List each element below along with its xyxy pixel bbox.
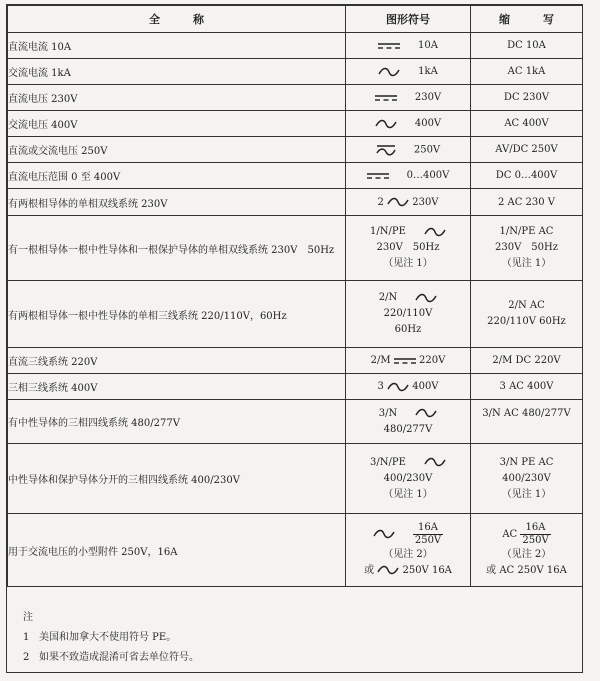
dc-line-icon	[367, 172, 389, 180]
table-row	[8, 216, 583, 281]
table-row	[8, 514, 583, 587]
row-symbol	[346, 514, 471, 587]
abbr-note: （见注 1）	[501, 258, 552, 269]
row-symbol	[346, 137, 471, 163]
table-row	[8, 111, 583, 137]
row-name: 有两根相导体一根中性导体的单相三线系统 220/110V，60Hz	[8, 281, 346, 348]
row-name: 三相三线系统 400V	[8, 374, 346, 400]
row-abbr: DC 230V	[471, 85, 583, 111]
abbr-note: （见注 1）	[501, 488, 552, 500]
ac-dc-icon	[376, 144, 396, 156]
row-symbol	[346, 444, 471, 514]
symbol-table-sheet	[6, 4, 583, 673]
symbol-text: 230V	[412, 196, 439, 208]
abbr-system: 2/N AC	[508, 300, 545, 311]
ac-tilde-icon	[378, 67, 400, 77]
row-symbol	[346, 85, 471, 111]
row-abbr	[471, 514, 583, 587]
row-abbr: 2/M DC 220V	[471, 348, 583, 374]
note-item	[23, 628, 199, 648]
ac-tilde-icon	[424, 457, 446, 467]
row-abbr: 2 AC 230 V	[471, 189, 583, 216]
row-symbol	[346, 400, 471, 444]
table-row	[8, 137, 583, 163]
row-name: 直流三线系统 220V	[8, 348, 346, 374]
symbol-text: 230V	[414, 92, 442, 103]
symbol-text: 400V	[412, 381, 439, 392]
symbol-prefix: 2/M	[370, 355, 391, 366]
row-symbol	[346, 59, 471, 85]
table-row	[8, 33, 583, 59]
symbol-text: 220V	[419, 355, 446, 366]
ac-tilde-icon	[387, 382, 409, 392]
header-symbol: 图形符号	[346, 6, 471, 33]
ac-tilde-icon	[415, 293, 437, 303]
symbol-system: 1/N/PE	[370, 226, 406, 237]
row-symbol	[346, 189, 471, 216]
table-row	[8, 374, 583, 400]
symbol-fraction	[413, 522, 443, 547]
row-name: 直流或交流电压 250V	[8, 137, 346, 163]
note-number: 1	[23, 632, 30, 643]
note-number: 2	[23, 652, 30, 663]
symbol-text: 1kA	[418, 66, 438, 77]
row-abbr	[471, 444, 583, 514]
ac-tilde-icon	[415, 408, 437, 418]
abbr-system: 1/N/PE AC	[499, 226, 554, 237]
ac-tilde-icon	[424, 227, 446, 237]
row-abbr: 3/N AC 480/277V	[471, 400, 583, 444]
row-symbol	[346, 33, 471, 59]
row-symbol	[346, 163, 471, 189]
row-name: 交流电流 1kA	[8, 59, 346, 85]
abbr-prefix: AC	[502, 528, 518, 540]
row-name: 有中性导体的三相四线系统 480/277V	[8, 400, 346, 444]
row-abbr: DC 0…400V	[471, 163, 583, 189]
row-name: 直流电压 230V	[8, 85, 346, 111]
row-name: 中性导体和保护导体分开的三相四线系统 400/230V	[8, 444, 346, 514]
row-symbol	[346, 216, 471, 281]
header-abbr: 缩 写	[471, 6, 583, 33]
row-name: 有两根相导体的单相双线系统 230V	[8, 189, 346, 216]
row-symbol	[346, 374, 471, 400]
row-symbol	[346, 348, 471, 374]
table-row	[8, 444, 583, 514]
symbol-rating: 480/277V	[383, 423, 433, 435]
abbr-note: （见注 2）	[501, 548, 552, 560]
fraction-voltage: 250V	[414, 534, 442, 546]
note-text: 美国和加拿大不使用符号 PE。	[39, 632, 177, 643]
symbol-table	[7, 5, 583, 587]
fraction-voltage: 250V	[522, 534, 549, 546]
symbol-prefix: 2	[377, 196, 384, 208]
symbol-text: 10A	[418, 40, 438, 51]
abbr-rating: 220/110V 60Hz	[487, 316, 566, 327]
table-row	[8, 189, 583, 216]
symbol-note: （见注 1）	[383, 258, 433, 269]
ac-tilde-icon	[373, 529, 395, 539]
symbol-text: 0…400V	[406, 170, 450, 181]
symbol-text: 250V	[413, 144, 441, 155]
symbol-rating: 220/110V	[383, 308, 433, 319]
ac-tilde-icon	[377, 565, 399, 575]
table-row	[8, 400, 583, 444]
notes-section	[23, 608, 199, 668]
row-name: 直流电压范围 0 至 400V	[8, 163, 346, 189]
table-row	[8, 281, 583, 348]
row-abbr: AC 1kA	[471, 59, 583, 85]
symbol-note: （见注 2）	[383, 548, 433, 560]
symbol-text: 400V	[414, 118, 442, 129]
row-abbr: 3 AC 400V	[471, 374, 583, 400]
table-header-row	[8, 6, 583, 33]
row-abbr	[471, 281, 583, 348]
symbol-or: 或	[364, 564, 375, 576]
row-name: 直流电流 10A	[8, 33, 346, 59]
symbol-note: （见注 1）	[383, 488, 433, 500]
abbr-rating: 230V 50Hz	[494, 242, 559, 253]
row-abbr: AV/DC 250V	[471, 137, 583, 163]
row-abbr: AC 400V	[471, 111, 583, 137]
notes-title: 注	[23, 612, 33, 623]
table-row	[8, 348, 583, 374]
header-name: 全 称	[8, 6, 346, 33]
table-row	[8, 163, 583, 189]
symbol-prefix: 3	[377, 381, 384, 392]
fraction-current: 16A	[520, 522, 550, 535]
abbr-fraction	[520, 522, 550, 547]
row-name: 用于交流电压的小型附件 250V，16A	[8, 514, 346, 587]
abbr-rating: 或 AC 250V 16A	[486, 564, 567, 576]
row-abbr	[471, 216, 583, 281]
table-row	[8, 59, 583, 85]
dc-line-icon	[375, 94, 397, 102]
symbol-system: 3/N	[378, 407, 398, 419]
ac-tilde-icon	[375, 119, 397, 129]
row-name: 有一根相导体一根中性导体和一根保护导体的单相双线系统 230V 50Hz	[8, 216, 346, 281]
fraction-current: 16A	[413, 522, 443, 535]
symbol-rating: 230V 50Hz	[376, 242, 440, 253]
ac-tilde-icon	[387, 197, 409, 207]
symbol-rating: 400/230V	[383, 472, 433, 484]
note-item	[23, 648, 199, 668]
row-name: 交流电压 400V	[8, 111, 346, 137]
row-symbol	[346, 111, 471, 137]
symbol-system: 2/N	[378, 292, 398, 303]
abbr-rating: 400/230V	[502, 472, 551, 484]
row-abbr: DC 10A	[471, 33, 583, 59]
note-text: 如果不致造成混淆可省去单位符号。	[39, 652, 199, 663]
abbr-system: 3/N PE AC	[499, 456, 554, 468]
dc-line-icon	[394, 357, 416, 365]
row-symbol	[346, 281, 471, 348]
symbol-frequency: 60Hz	[394, 324, 422, 335]
dc-line-icon	[378, 42, 400, 50]
table-row	[8, 85, 583, 111]
symbol-rating: 250V 16A	[402, 564, 452, 576]
symbol-system: 3/N/PE	[370, 456, 406, 468]
